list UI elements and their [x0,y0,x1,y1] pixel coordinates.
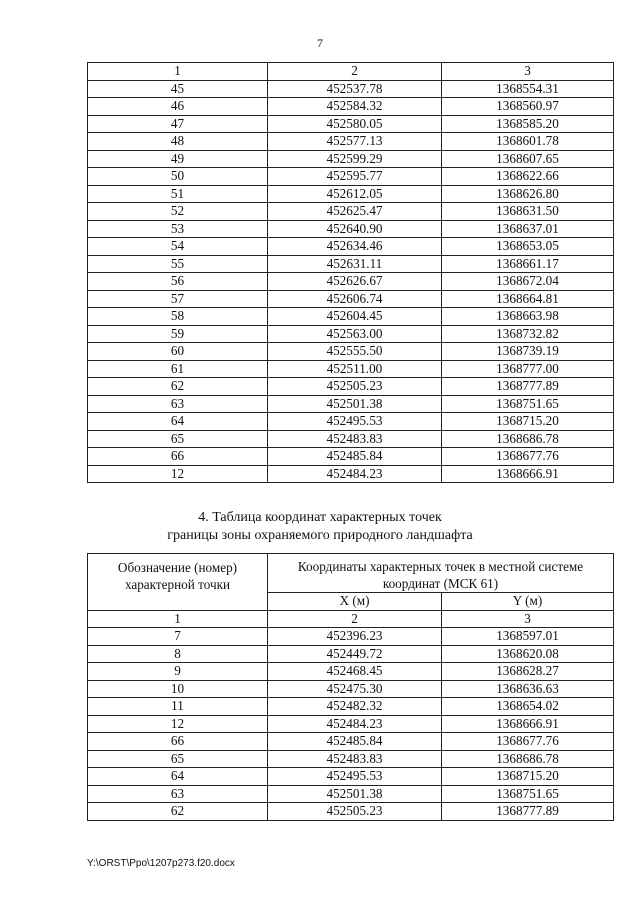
y-coordinate-cell: 1368631.50 [442,203,614,221]
y-coordinate-cell: 1368560.97 [442,98,614,116]
y-coordinate-cell: 1368654.02 [442,698,614,716]
x-coordinate-cell: 452640.90 [268,220,442,238]
point-number-cell: 10 [88,680,268,698]
y-coordinate-cell: 1368677.76 [442,733,614,751]
point-number-cell: 64 [88,768,268,786]
table-row [88,803,614,821]
coordinates-table-continued [87,62,614,483]
point-number-cell: 7 [88,628,268,646]
x-coordinate-cell: 452580.05 [268,115,442,133]
column-number-row [88,610,614,628]
x-coordinate-cell: 452626.67 [268,273,442,291]
table-row [88,273,614,291]
x-coordinate-cell: 452485.84 [268,448,442,466]
y-coordinate-cell: 1368664.81 [442,290,614,308]
x-coordinate-cell: 452625.47 [268,203,442,221]
y-coordinate-cell: 1368677.76 [442,448,614,466]
table-row [88,238,614,256]
column-number-3: 3 [442,610,614,628]
table-row [88,80,614,98]
point-number-cell: 47 [88,115,268,133]
table-row [88,645,614,663]
table-row [88,168,614,186]
y-coordinate-cell: 1368628.27 [442,663,614,681]
table-row [88,255,614,273]
x-coordinate-cell: 452631.11 [268,255,442,273]
header-point-designation: Обозначение (номер) характерной точки [88,554,268,611]
y-coordinate-cell: 1368666.91 [442,715,614,733]
table-row [88,185,614,203]
table-row [88,768,614,786]
table-row [88,413,614,431]
x-coordinate-cell: 452501.38 [268,785,442,803]
point-number-cell: 66 [88,448,268,466]
x-coordinate-cell: 452595.77 [268,168,442,186]
point-number-cell: 57 [88,290,268,308]
y-coordinate-cell: 1368751.65 [442,395,614,413]
column-number-row [88,63,614,81]
point-number-cell: 55 [88,255,268,273]
table-row [88,325,614,343]
point-number-cell: 48 [88,133,268,151]
x-coordinate-cell: 452483.83 [268,750,442,768]
y-coordinate-cell: 1368777.89 [442,378,614,396]
table-row [88,448,614,466]
x-coordinate-cell: 452449.72 [268,645,442,663]
header-coordinates: Координаты характерных точек в местной системе координат (МСК 61) [268,554,614,593]
point-number-cell: 51 [88,185,268,203]
section-4-title-line2: границы зоны охраняемого природного ландшафта [167,528,473,543]
point-number-cell: 49 [88,150,268,168]
table-row [88,680,614,698]
point-number-cell: 56 [88,273,268,291]
table-row [88,98,614,116]
point-number-cell: 50 [88,168,268,186]
y-coordinate-cell: 1368554.31 [442,80,614,98]
x-coordinate-cell: 452468.45 [268,663,442,681]
point-number-cell: 54 [88,238,268,256]
y-coordinate-cell: 1368686.78 [442,430,614,448]
point-number-cell: 45 [88,80,268,98]
point-number-cell: 12 [88,465,268,483]
x-coordinate-cell: 452482.32 [268,698,442,716]
x-coordinate-cell: 452501.38 [268,395,442,413]
y-coordinate-cell: 1368585.20 [442,115,614,133]
table-row [88,430,614,448]
x-coordinate-cell: 452555.50 [268,343,442,361]
footer-file-path: Y:\ORST\Ppo\1207p273.f20.docx [87,858,235,869]
x-coordinate-cell: 452612.05 [268,185,442,203]
y-coordinate-cell: 1368686.78 [442,750,614,768]
y-coordinate-cell: 1368661.17 [442,255,614,273]
x-coordinate-cell: 452577.13 [268,133,442,151]
table-row [88,133,614,151]
section-4-title [0,509,640,545]
y-coordinate-cell: 1368663.98 [442,308,614,326]
landscape-zone-coordinates-table [87,553,614,821]
point-number-cell: 52 [88,203,268,221]
column-number-1: 1 [88,610,268,628]
column-number-3: 3 [442,63,614,81]
table2-body [88,554,614,821]
y-coordinate-cell: 1368777.89 [442,803,614,821]
x-coordinate-cell: 452495.53 [268,768,442,786]
point-number-cell: 59 [88,325,268,343]
column-number-2: 2 [268,610,442,628]
point-number-cell: 66 [88,733,268,751]
table-row [88,628,614,646]
y-coordinate-cell: 1368715.20 [442,413,614,431]
point-number-cell: 46 [88,98,268,116]
section-4-title-line1: 4. Таблица координат характерных точек [198,510,442,525]
y-coordinate-cell: 1368607.65 [442,150,614,168]
x-coordinate-cell: 452396.23 [268,628,442,646]
y-coordinate-cell: 1368751.65 [442,785,614,803]
x-coordinate-cell: 452634.46 [268,238,442,256]
x-coordinate-cell: 452537.78 [268,80,442,98]
x-coordinate-cell: 452484.23 [268,465,442,483]
table-row [88,150,614,168]
table-row [88,308,614,326]
point-number-cell: 9 [88,663,268,681]
x-coordinate-cell: 452584.32 [268,98,442,116]
table-row [88,220,614,238]
table-row [88,733,614,751]
table-row [88,203,614,221]
table-row [88,465,614,483]
point-number-cell: 8 [88,645,268,663]
y-coordinate-cell: 1368636.63 [442,680,614,698]
x-coordinate-cell: 452483.83 [268,430,442,448]
y-coordinate-cell: 1368672.04 [442,273,614,291]
table-row [88,395,614,413]
x-coordinate-cell: 452485.84 [268,733,442,751]
y-coordinate-cell: 1368666.91 [442,465,614,483]
point-number-cell: 65 [88,430,268,448]
x-coordinate-cell: 452495.53 [268,413,442,431]
table-row [88,115,614,133]
table-row [88,750,614,768]
header-x: X (м) [268,593,442,611]
y-coordinate-cell: 1368777.00 [442,360,614,378]
x-coordinate-cell: 452484.23 [268,715,442,733]
point-number-cell: 53 [88,220,268,238]
y-coordinate-cell: 1368732.82 [442,325,614,343]
point-number-cell: 63 [88,785,268,803]
point-number-cell: 62 [88,378,268,396]
y-coordinate-cell: 1368626.80 [442,185,614,203]
y-coordinate-cell: 1368715.20 [442,768,614,786]
table-row [88,663,614,681]
x-coordinate-cell: 452505.23 [268,803,442,821]
point-number-cell: 61 [88,360,268,378]
header-y: Y (м) [442,593,614,611]
y-coordinate-cell: 1368620.08 [442,645,614,663]
column-number-1: 1 [88,63,268,81]
point-number-cell: 58 [88,308,268,326]
point-number-cell: 65 [88,750,268,768]
table-row [88,785,614,803]
point-number-cell: 63 [88,395,268,413]
y-coordinate-cell: 1368597.01 [442,628,614,646]
y-coordinate-cell: 1368601.78 [442,133,614,151]
page-number: 7 [317,36,323,50]
table-row [88,360,614,378]
x-coordinate-cell: 452606.74 [268,290,442,308]
table-row [88,715,614,733]
x-coordinate-cell: 452475.30 [268,680,442,698]
point-number-cell: 12 [88,715,268,733]
y-coordinate-cell: 1368739.19 [442,343,614,361]
table-row [88,290,614,308]
y-coordinate-cell: 1368637.01 [442,220,614,238]
y-coordinate-cell: 1368622.66 [442,168,614,186]
header-row [88,554,614,593]
point-number-cell: 11 [88,698,268,716]
point-number-cell: 62 [88,803,268,821]
table-row [88,343,614,361]
table-row [88,378,614,396]
point-number-cell: 60 [88,343,268,361]
table-row [88,698,614,716]
column-number-2: 2 [268,63,442,81]
x-coordinate-cell: 452604.45 [268,308,442,326]
x-coordinate-cell: 452505.23 [268,378,442,396]
y-coordinate-cell: 1368653.05 [442,238,614,256]
x-coordinate-cell: 452599.29 [268,150,442,168]
x-coordinate-cell: 452563.00 [268,325,442,343]
point-number-cell: 64 [88,413,268,431]
table1-body [88,63,614,483]
x-coordinate-cell: 452511.00 [268,360,442,378]
